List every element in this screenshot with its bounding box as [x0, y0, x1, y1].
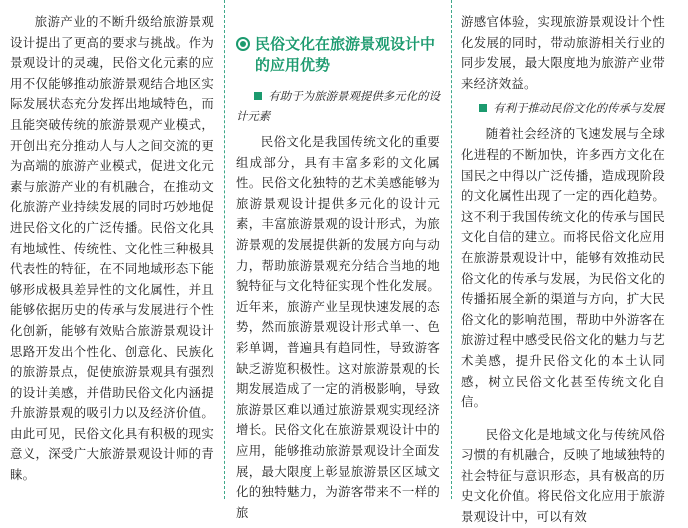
subsection-heading-text: 有助于为旅游景观提供多元化的设计元素: [236, 89, 440, 123]
text-column-1: [10, 12, 214, 499]
subsection-heading: [236, 86, 440, 126]
subsection-heading-text: 有利于推动民俗文化的传承与发展: [493, 101, 665, 116]
body-paragraph: 随着社会经济的飞速发展与全球化进程的不断加快，许多西方文化在国民之中得以广泛传播，造成现阶段的文化属性出现了一定的西化趋势。这不利于我国传统文化的传承与国民文化自信的建立。而将民俗文化应用在旅游景观设计中，能够有效推动民俗文化的传承与发展，为民俗文化的传播拓展全新的渠道与方向，扩大民俗文化的影响范围，帮助中外游客在旅游过程中感受民俗文化的魅力与艺术美感，提升民俗文化的本土认同感，树立民俗文化甚至传统文化自信。: [461, 126, 665, 410]
section-heading: [236, 34, 440, 76]
body-paragraph: 旅游产业的不断升级给旅游景观设计提出了更高的要求与挑战。作为景观设计的灵魂，民俗文化元素的应用不仅能够推动旅游景观结合地区实际发展状态充分发挥出地域特色，而且能突破传统的旅游景观产业模式，开创出充分推动人与人之间交流的更为高端的旅游产业模式，促进文化元素与旅游产业的有机融合，在推动文化旅游产业持续发展的同时巧妙地促进民俗文化的广泛传播。民俗文化具有地域性、传统性、文化性三种极具代表性的特征，在不同地域形态下能够形成极具差异性的文化属性，并且能够依据历史的传承与发展进行个性化创新，能够有效贴合旅游景观设计思路开发出个性化、创意化、民族化的旅游景点，促使旅游景观具有强烈的设计美感，并借助民俗文化内涵提升旅游景观的吸引力以及经济价值。由此可见，民俗文化具有积极的现实意义，深受广大旅游景观设计师的青睐。: [10, 14, 214, 483]
body-paragraph: 民俗文化是我国传统文化的重要组成部分，具有丰富多彩的文化属性。民俗文化独特的艺术美感能够为旅游景观设计提供多元化的设计元素，丰富旅游景观的设计形式，为旅游景观的发展提供新的发展方向与动力，帮助旅游景观充分结合当地的地貌特征与文化特征实现个性化发展。近年来，旅游产业呈现快速发展的态势，然而旅游景观设计形式单一、色彩单调，普遍具有趋同性，导致游客缺乏游览积极性。这对旅游景观的长期发展造成了一定的消极影响，导致旅游景区难以通过旅游景观实现经济增长。民俗文化在旅游景观设计中的应用，能够推动旅游景观设计全面发展，最大限度上彰显旅游景区区域文化的独特魅力，为游客带来不一样的旅: [236, 134, 440, 520]
section-heading-text: 民俗文化在旅游景观设计中的应用优势: [255, 35, 436, 74]
subsection-heading: [461, 98, 665, 118]
green-square-icon: [479, 104, 487, 112]
column-divider: [451, 0, 452, 499]
circle-target-icon: [236, 37, 250, 51]
green-square-icon: [254, 92, 262, 100]
text-column-3: [461, 12, 665, 525]
body-paragraph: 民俗文化是地域文化与传统风俗习惯的有机融合，反映了地域独特的社会特征与意识形态，具有极高的历史文化价值。将民俗文化应用于旅游景观设计中，可以有效: [461, 426, 665, 525]
text-column-2: [236, 12, 440, 520]
body-paragraph-continued: 游感官体验，实现旅游景观设计个性化发展的同时，带动旅游相关行业的同步发展，最大限度地为旅游产业带来经济效益。: [461, 14, 665, 91]
column-divider: [224, 0, 225, 499]
